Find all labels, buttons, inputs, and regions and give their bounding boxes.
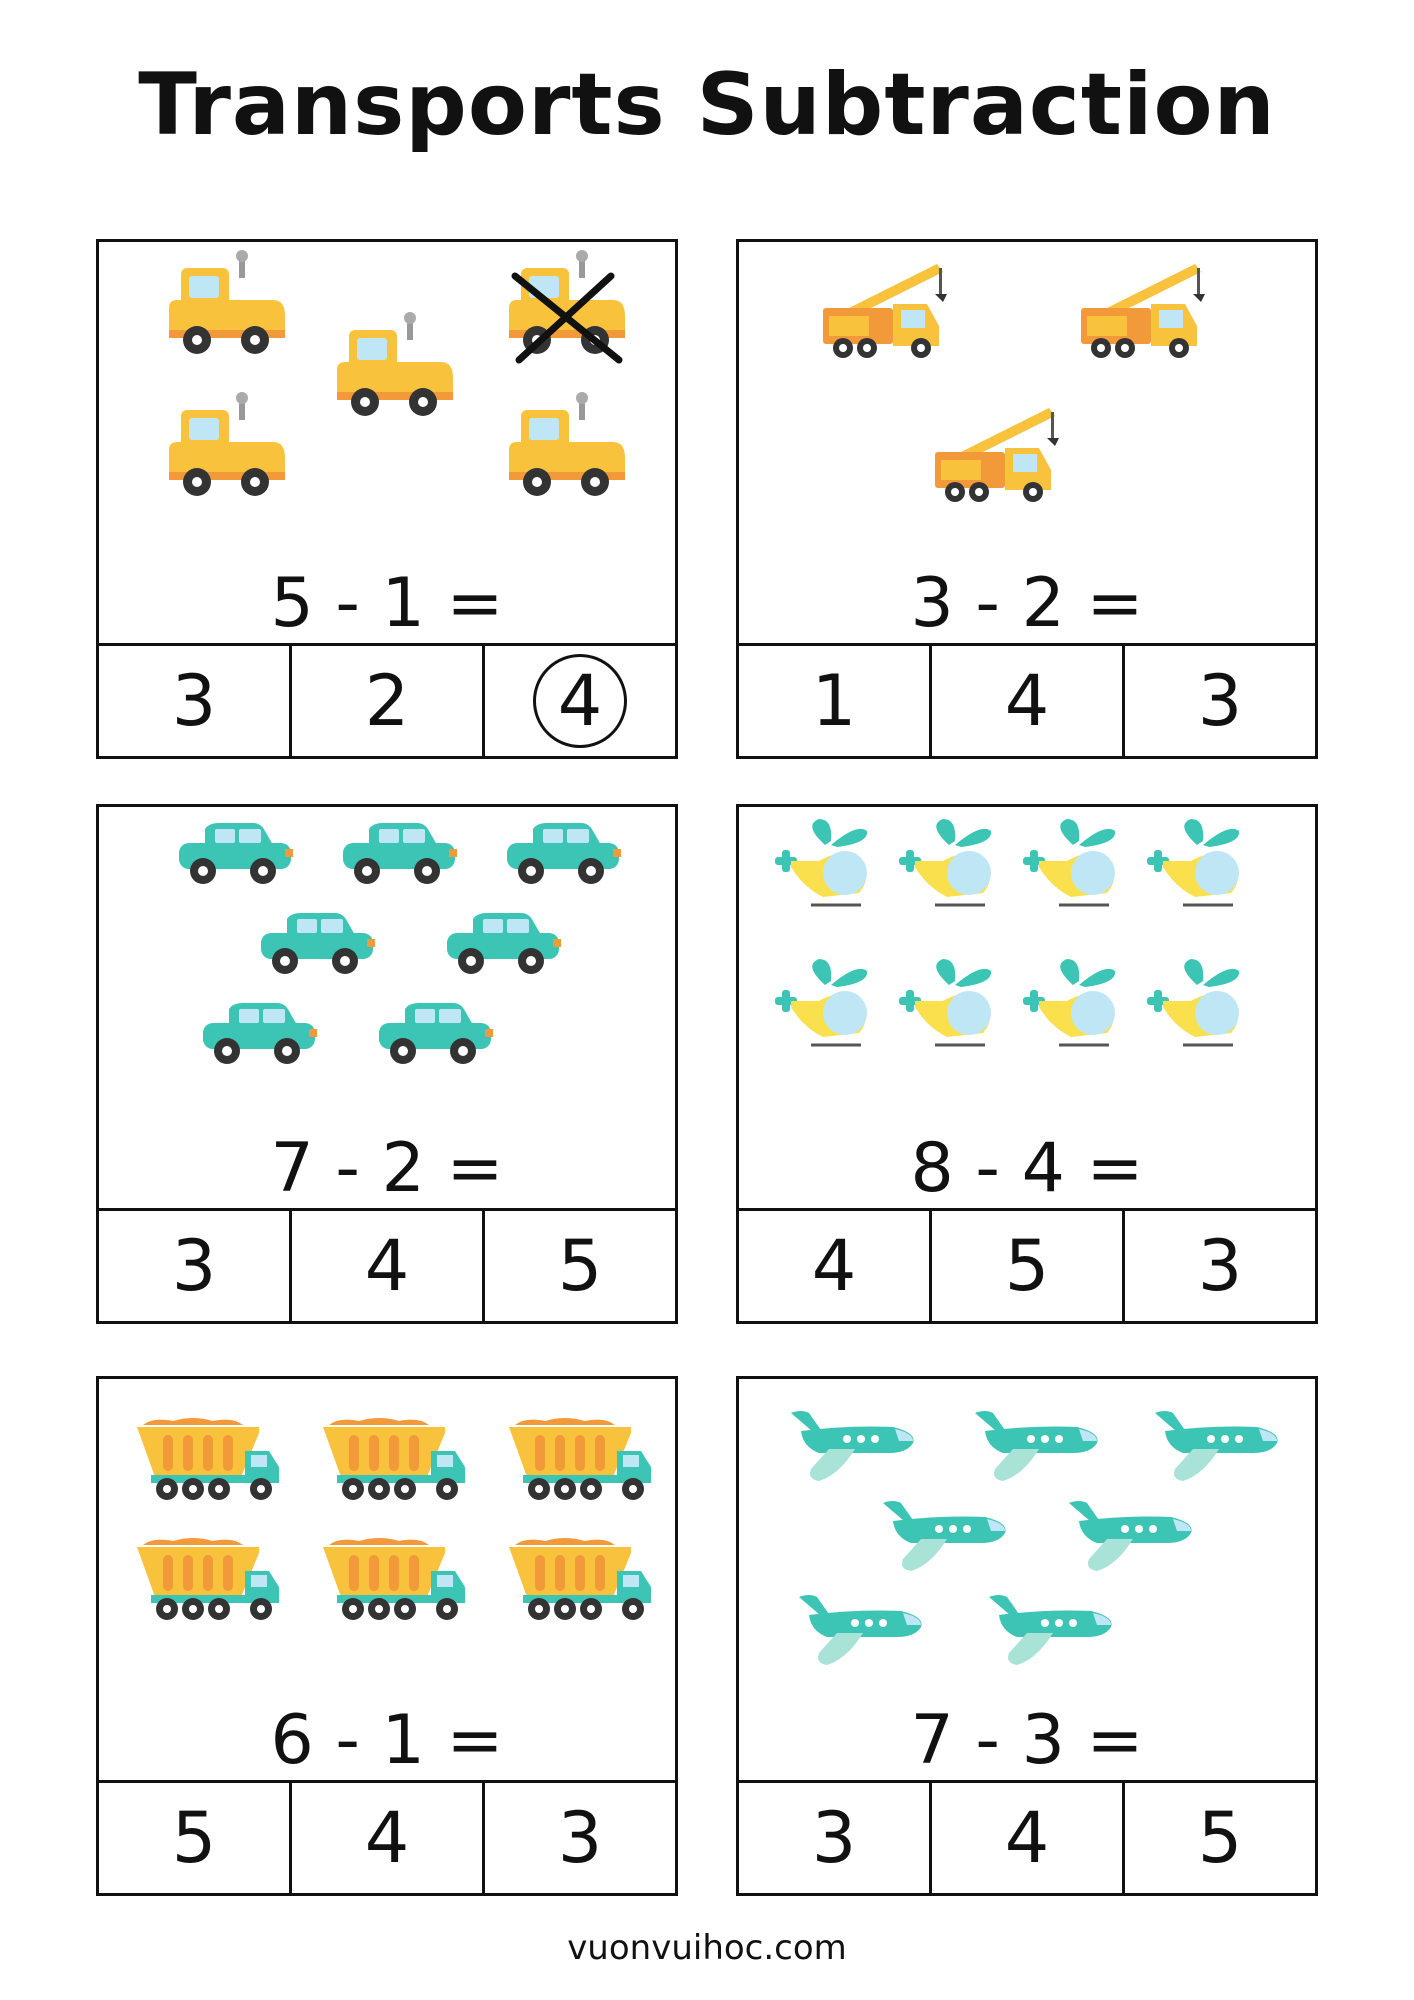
dump-truck-icon (323, 1418, 465, 1500)
crane-truck-icon (1081, 264, 1205, 358)
page-title: Transports Subtraction (138, 55, 1276, 155)
airplane-icon (799, 1595, 922, 1665)
answer-value: 4 (364, 1225, 410, 1307)
answer-option[interactable] (1122, 646, 1315, 756)
card-art (99, 807, 675, 1127)
card-art (99, 1379, 675, 1699)
tractor-icon (509, 392, 625, 496)
helicopter-icon (899, 819, 991, 905)
circle-mark-icon (533, 654, 627, 748)
helicopter-icon (899, 959, 991, 1045)
card-art (739, 1379, 1315, 1699)
airplane-icon (883, 1501, 1006, 1571)
equation: 7 - 2 = (270, 1129, 504, 1208)
answer-value: 3 (1197, 660, 1243, 742)
car-icon (507, 823, 621, 884)
dump-truck-icon (509, 1418, 651, 1500)
tractor-icon (169, 250, 285, 354)
airplane-icon (989, 1595, 1112, 1665)
card-helicopters (736, 804, 1318, 1324)
answer-value: 4 (557, 660, 603, 742)
dump-truck-icon (137, 1538, 279, 1620)
helicopter-icon (1023, 959, 1115, 1045)
equation: 6 - 1 = (270, 1701, 504, 1780)
answer-option[interactable] (739, 1783, 929, 1893)
answer-option[interactable] (1122, 1783, 1315, 1893)
answer-option[interactable] (289, 646, 482, 756)
answer-value: 4 (1004, 660, 1050, 742)
answer-option[interactable] (482, 1211, 675, 1321)
answer-row (739, 643, 1315, 756)
equation: 8 - 4 = (910, 1129, 1144, 1208)
answer-value: 3 (557, 1797, 603, 1879)
dump-truck-icon (137, 1418, 279, 1500)
card-art (739, 242, 1315, 562)
helicopter-icons (739, 807, 1315, 1127)
crane-truck-icon (935, 408, 1059, 502)
answer-value: 4 (811, 1225, 857, 1307)
answer-value: 5 (1197, 1797, 1243, 1879)
tractor-icons (99, 242, 675, 562)
helicopter-icon (1147, 819, 1239, 905)
answer-option[interactable] (289, 1783, 482, 1893)
answer-row (99, 1208, 675, 1321)
answer-value: 5 (171, 1797, 217, 1879)
answer-row (739, 1208, 1315, 1321)
dump-truck-icon (323, 1538, 465, 1620)
answer-value: 5 (557, 1225, 603, 1307)
equation: 3 - 2 = (910, 564, 1144, 643)
answer-option[interactable] (99, 646, 289, 756)
answer-option[interactable] (929, 646, 1122, 756)
car-icon (343, 823, 457, 884)
answer-value: 3 (1197, 1225, 1243, 1307)
footer-website: vuonvuihoc.com (567, 1928, 847, 1968)
answer-value: 4 (1004, 1797, 1050, 1879)
answer-option[interactable] (739, 646, 929, 756)
answer-option[interactable] (1122, 1211, 1315, 1321)
answer-row (739, 1780, 1315, 1893)
tractor-icon (337, 312, 453, 416)
equation: 7 - 3 = (910, 1701, 1144, 1780)
answer-option[interactable] (739, 1211, 929, 1321)
card-art (99, 242, 675, 562)
card-dump-trucks (96, 1376, 678, 1896)
card-cars (96, 804, 678, 1324)
car-icon (261, 913, 375, 974)
card-tractors (96, 239, 678, 759)
answer-option[interactable] (99, 1211, 289, 1321)
answer-option[interactable] (929, 1211, 1122, 1321)
answer-value: 3 (811, 1797, 857, 1879)
answer-row (99, 643, 675, 756)
airplane-icon (791, 1411, 914, 1481)
answer-option[interactable] (289, 1211, 482, 1321)
answer-value: 3 (171, 660, 217, 742)
car-icons (99, 807, 675, 1127)
airplane-icon (1155, 1411, 1278, 1481)
helicopter-icon (1023, 819, 1115, 905)
tractor-icon (169, 392, 285, 496)
car-icon (379, 1003, 493, 1064)
airplane-icon (1069, 1501, 1192, 1571)
car-icon (203, 1003, 317, 1064)
answer-value: 5 (1004, 1225, 1050, 1307)
airplane-icons (739, 1379, 1315, 1699)
answer-value: 4 (364, 1797, 410, 1879)
answer-option[interactable] (99, 1783, 289, 1893)
card-art (739, 807, 1315, 1127)
card-airplanes (736, 1376, 1318, 1896)
answer-value: 3 (171, 1225, 217, 1307)
answer-option[interactable] (929, 1783, 1122, 1893)
answer-option-selected[interactable] (482, 646, 675, 756)
helicopter-icon (775, 819, 867, 905)
equation: 5 - 1 = (270, 564, 504, 643)
answer-row (99, 1780, 675, 1893)
dump-truck-icons (99, 1379, 675, 1699)
crane-truck-icon (823, 264, 947, 358)
card-crane-trucks (736, 239, 1318, 759)
crane-truck-icons (739, 242, 1315, 562)
airplane-icon (975, 1411, 1098, 1481)
answer-value: 2 (364, 660, 410, 742)
car-icon (179, 823, 293, 884)
answer-value: 1 (811, 660, 857, 742)
tractor-icon (509, 250, 625, 354)
car-icon (447, 913, 561, 974)
answer-option[interactable] (482, 1783, 675, 1893)
helicopter-icon (1147, 959, 1239, 1045)
dump-truck-icon (509, 1538, 651, 1620)
helicopter-icon (775, 959, 867, 1045)
